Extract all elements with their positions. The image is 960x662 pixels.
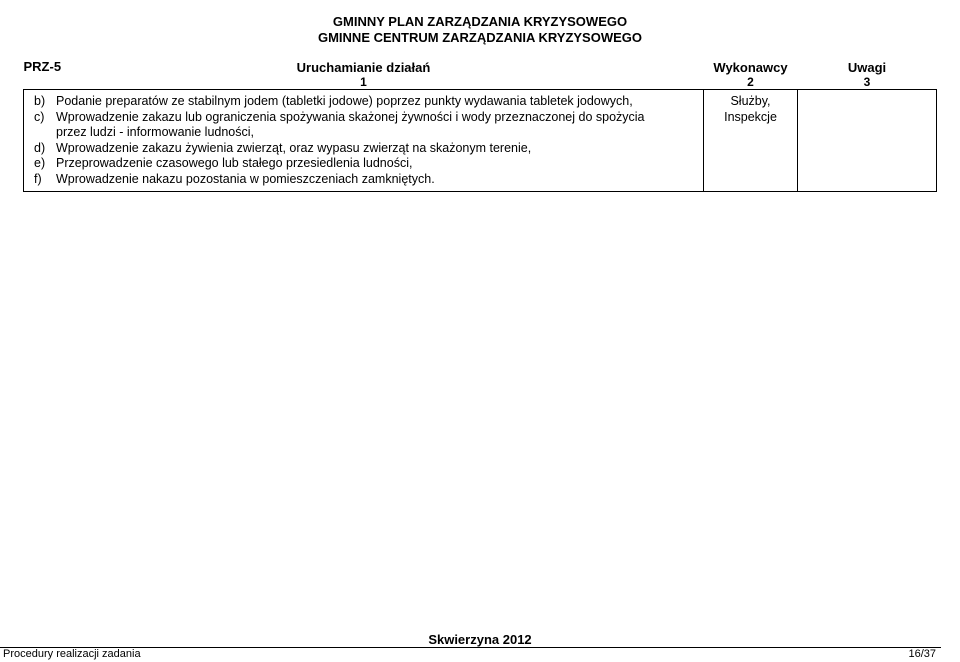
item-text: Podanie preparatów ze stabilnym jodem (tabletki jodowe) poprzez punkty wydawania tabletek jodowych, (56, 94, 633, 108)
header-title-line2: GMINNE CENTRUM ZARZĄDZANIA KRYZYSOWEGO (317, 30, 643, 45)
item-label: e) (34, 156, 46, 170)
procedure-code: PRZ-5 (23, 59, 62, 74)
item-text: Przeprowadzenie czasowego lub stałego przesiedlenia ludności, (56, 156, 413, 170)
actions-cell (24, 90, 704, 192)
procedure-table (23, 57, 937, 192)
list-item (34, 141, 697, 157)
footer-document-name: Procedury realizacji zadania (3, 648, 141, 660)
number-actions: 1 (24, 75, 704, 90)
item-label: d) (34, 140, 46, 155)
list-item (34, 110, 697, 126)
list-item (34, 156, 697, 172)
notes-cell (798, 90, 937, 192)
header-actions-cell (24, 57, 704, 75)
page-number: 16/37 (908, 648, 936, 660)
header-performers: Wykonawcy (713, 60, 788, 75)
header-title-line1: GMINNY PLAN ZARZĄDZANIA KRYZYSOWEGO (332, 14, 628, 29)
item-label: b) (34, 94, 46, 108)
table-row (24, 90, 937, 192)
performers-cell (704, 90, 798, 192)
footer-divider (0, 647, 941, 648)
list-item (34, 94, 697, 110)
item-label: c) (34, 109, 45, 124)
header-notes: Uwagi (847, 60, 887, 75)
item-text: Wprowadzenie zakazu żywienia zwierząt, oraz wypasu zwierząt na skażonym terenie, (56, 140, 532, 155)
item-continuation: przez ludzi - informowanie ludności, (56, 125, 255, 139)
table-number-row (24, 75, 937, 90)
procedure-table-wrapper (23, 57, 936, 192)
performers-line1: Służby, (730, 94, 771, 108)
item-label: f) (34, 171, 42, 186)
footer-city-year: Skwierzyna 2012 (428, 632, 532, 647)
header-actions: Uruchamianie działań (296, 60, 431, 75)
document-header (0, 14, 960, 46)
list-item (34, 172, 697, 188)
item-text: Wprowadzenie zakazu lub ograniczenia spożywania skażonej żywności i wody przeznaczonej do spożycia (56, 109, 645, 124)
number-performers: 2 (704, 75, 798, 90)
item-text: Wprowadzenie nakazu pozostania w pomieszczeniach zamkniętych. (56, 171, 435, 186)
performers-line2: Inspekcje (724, 109, 777, 124)
number-notes: 3 (798, 75, 937, 90)
table-header-row (24, 57, 937, 75)
